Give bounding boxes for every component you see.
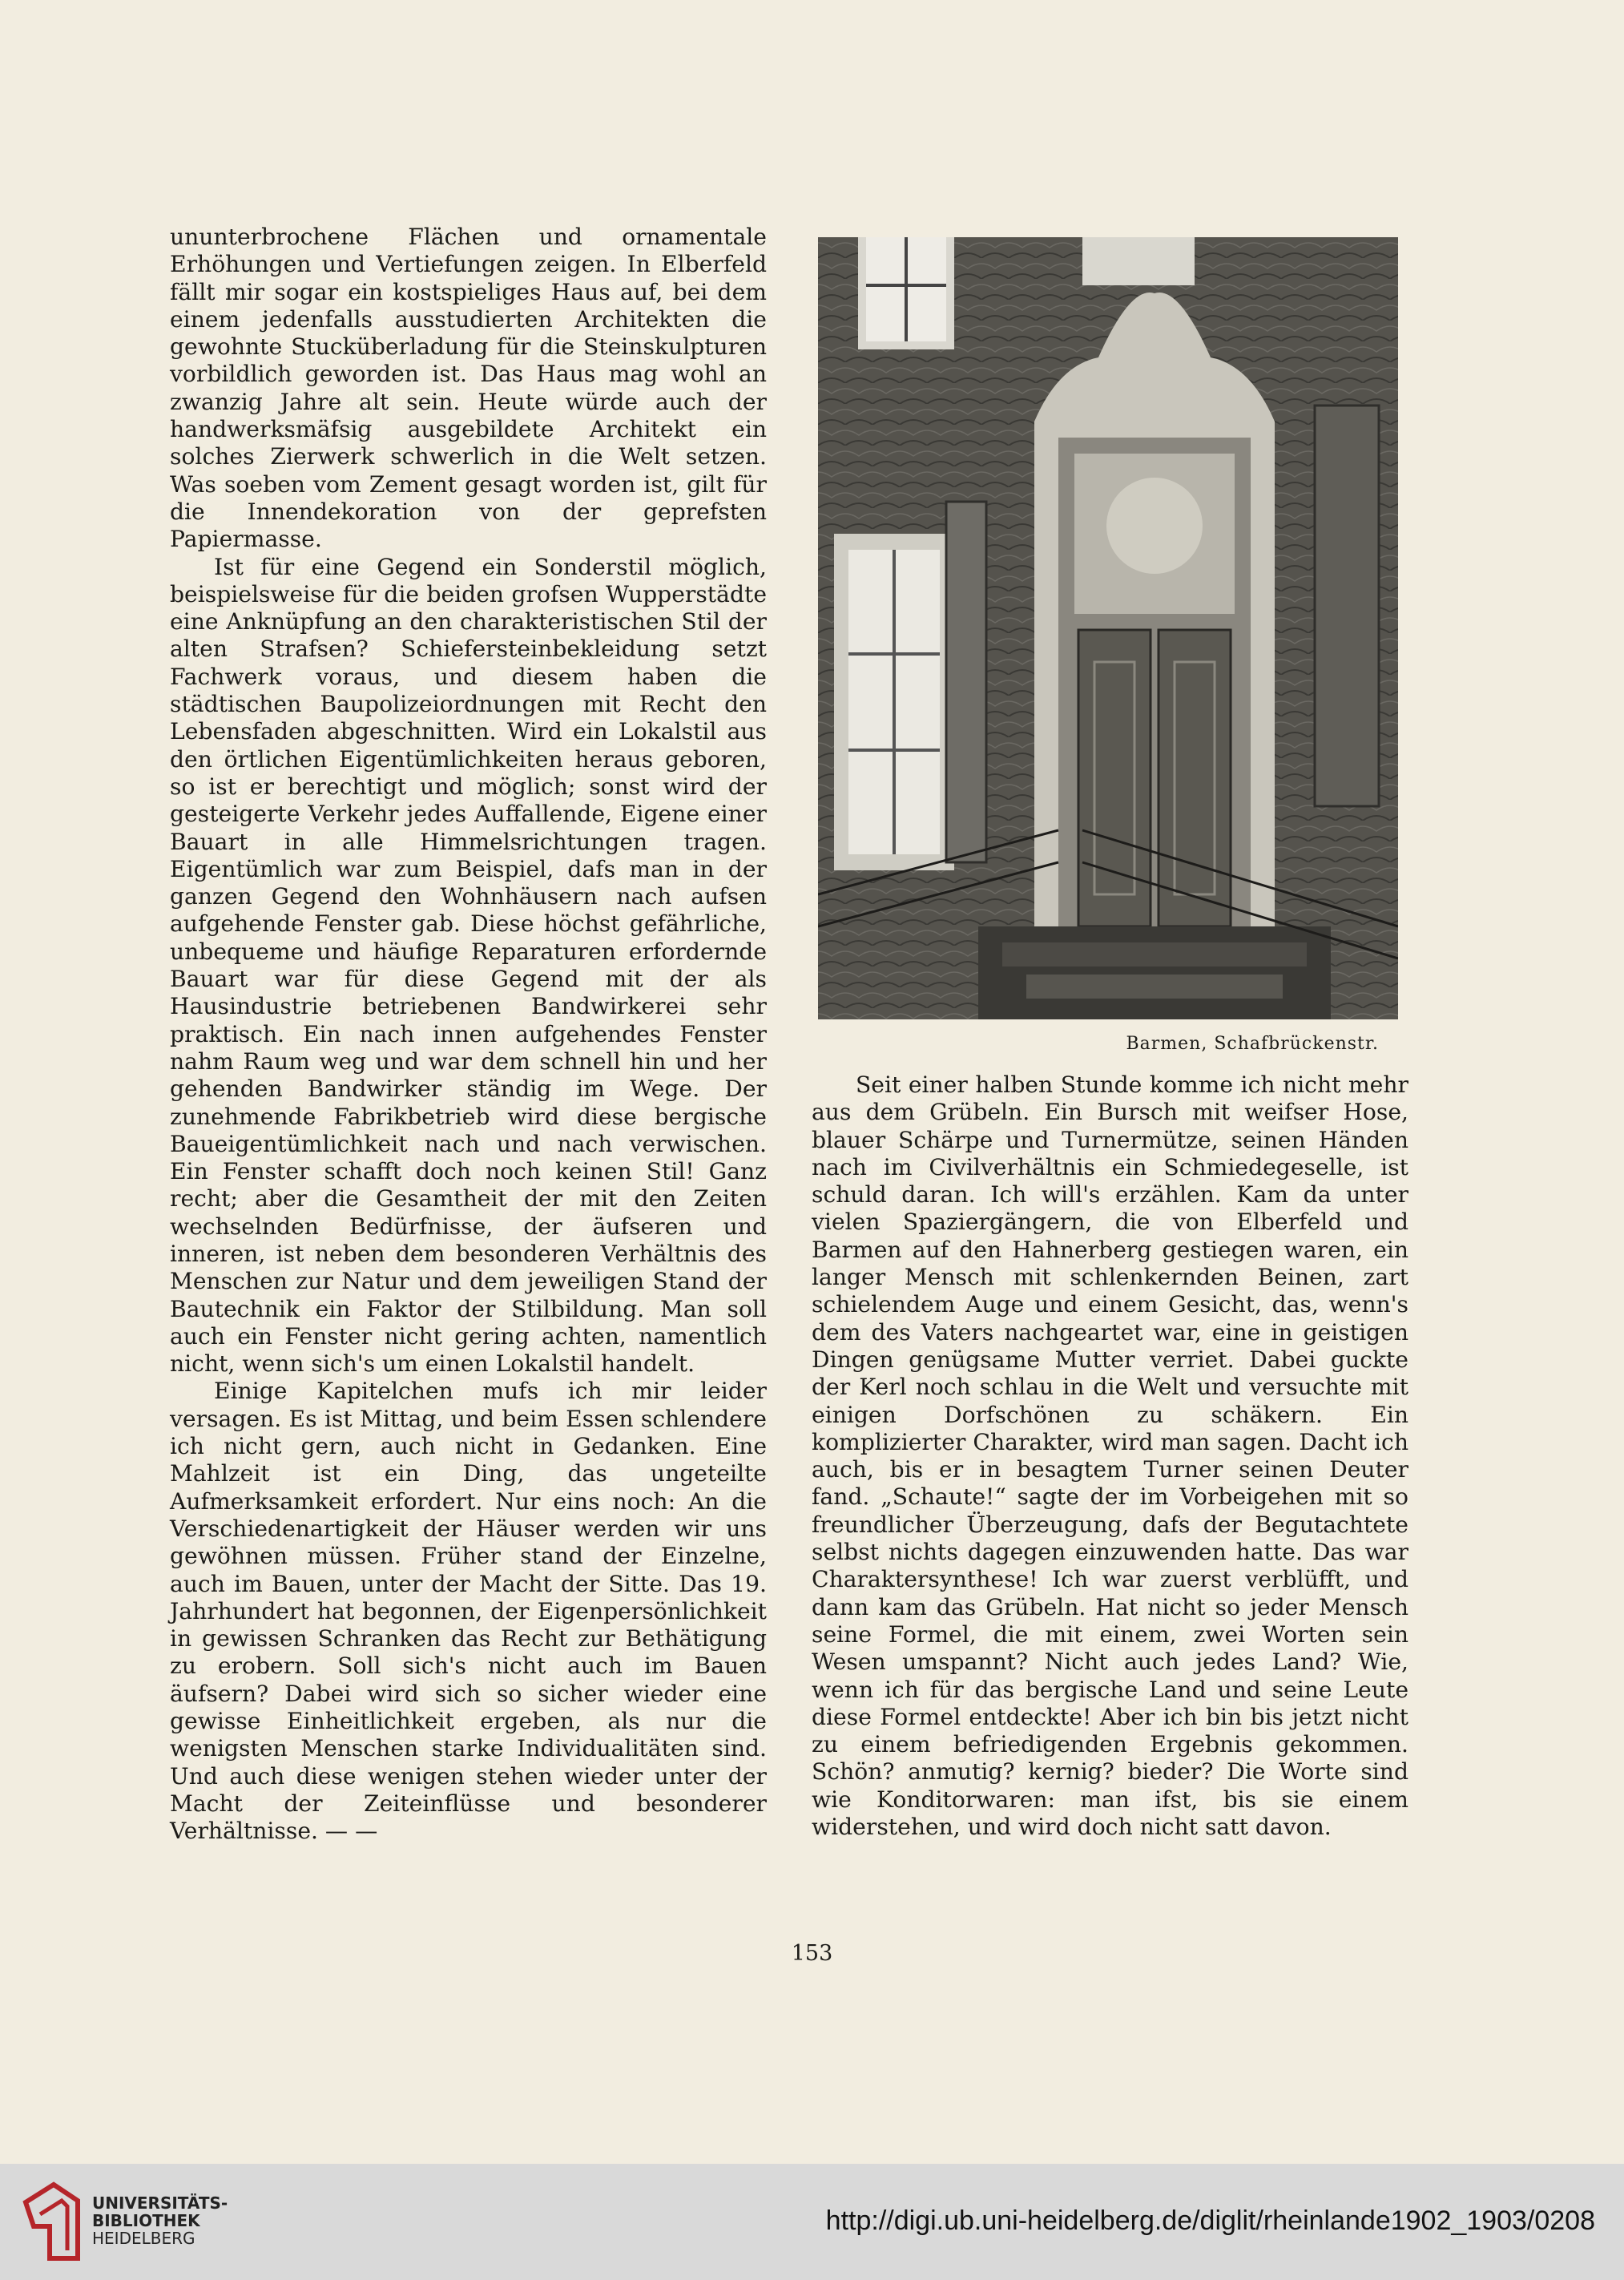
library-name	[92, 2194, 228, 2247]
library-line: HEIDELBERG	[92, 2229, 195, 2248]
page-number: 153	[791, 1941, 833, 1966]
university-library-logo-icon	[18, 2178, 86, 2265]
paragraph: Ist für eine Gegend ein Sonderstil möglich, beispielsweise für die beiden grofsen Wupperstädte eine Anknüpfung an den charakteristischen Stil der alten Strafsen? Schiefersteinbekleidung setzt Fachwerk voraus, und diesem haben die städtischen Baupolizeiordnungen mit Recht den Lebensfaden abgeschnitten. Wird ein Lokalstil aus den örtlichen Eigentümlichkeiten heraus geboren, so ist er berechtigt und möglich; sonst wird der gesteigerte Verkehr jedes Auffallende, Eigene einer Bauart in alle Himmelsrichtungen tragen. Eigentümlich war zum Beispiel, dafs man in der ganzen Gegend den Wohnhäusern nach aufsen aufgehende Fenster gab. Diese höchst gefährliche, unbequeme und häufige Reparaturen erfordernde Bauart war für diese Gegend mit der als Hausindustrie betriebenen Bandwirkerei sehr praktisch. Ein nach innen aufgehendes Fenster nahm Raum weg und war dem schnell hin und her gehenden Bandwirker ständig im Wege. Der zunehmende Fabrikbetrieb wird diese bergische Baueigentümlichkeit nach und nach verwischen. Ein Fenster schafft doch noch keinen Stil! Ganz recht; aber die Gesamtheit der mit den Zeiten wechselnden Bedürfnisse, der äufseren und inneren, ist neben dem besonderen Verhältnis des Menschen zur Natur und dem jeweiligen Stand der Bautechnik ein Faktor der Stilbildung. Man soll auch ein Fenster nicht gering achten, namentlich nicht, wenn sich's um einen Lokalstil handelt.	[170, 553, 767, 1378]
paragraph: Seit einer halben Stunde komme ich nicht mehr aus dem Grübeln. Ein Bursch mit weifser Hose, blauer Schärpe und Turnermütze, seinen Händen nach im Civilverhältnis ein Schmiedegeselle, ist schuld daran. Ich will's erzählen. Kam da unter vielen Spaziergängern, die von Elberfeld und Barmen auf den Hahnerberg gestiegen waren, ein langer Mensch mit schlenkernden Beinen, zart schielendem Auge und einem Gesicht, das, wenn's dem des Vaters nachgeartet war, eine in geistigen Dingen genügsame Mutter verriet. Dabei guckte der Kerl noch schlau in die Welt und versuchte mit einigen Dorfschönen zu schäkern. Ein komplizierter Charakter, wird man sagen. Dacht ich auch, bis er in besagtem Turner seinen Deuter fand. „Schaute!“ sagte der im Vorbeigehen mit so freundlicher Überzeugung, dafs der Begutachtete selbst nichts dagegen einzuwenden hatte. Das war Charaktersynthese! Ich war zuerst verblüfft, und dann kam das Grübeln. Hat nicht so jeder Mensch seine Formel, die mit einem, zwei Worten sein Wesen umspannt? Nicht auch jedes Land? Wie, wenn ich für das bergische Land und seine Leute diese Formel entdeckte! Aber ich bin bis jetzt nicht zu einem befriedigenden Ergebnis gekommen. Schön? anmutig? kernig? bieder? Die Worte sind wie Konditorwaren: man ifst, bis sie einem widerstehen, und wird doch nicht satt davon.	[812, 1071, 1408, 1841]
doorway-photograph	[818, 237, 1398, 1019]
library-line: UNIVERSITÄTS-	[92, 2193, 228, 2213]
viewer-footer	[0, 2164, 1624, 2280]
left-text-column	[170, 224, 767, 1846]
paragraph: ununterbrochene Flächen und ornamentale Erhöhungen und Vertiefungen zeigen. In Elberfeld fällt mir sogar ein kostspieliges Haus auf, bei dem einem jedenfalls ausstudierten Architekten die gewohnte Stucküberladung für die Steinskulpturen vorbildlich geworden ist. Das Haus mag wohl an zwanzig Jahre alt sein. Heute würde auch der handwerksmäfsig ausgebildete Architekt ein solches Zierwerk schwerlich in die Welt setzen. Was soeben vom Zement gesagt worden ist, gilt für die Innendekoration von der geprefsten Papiermasse.	[170, 224, 767, 553]
right-text-column	[812, 1071, 1408, 1841]
library-line: BIBLIOTHEK	[92, 2211, 200, 2230]
paragraph: Einige Kapitelchen mufs ich mir leider versagen. Es ist Mittag, und beim Essen schlendere ich nicht gern, auch nicht in Gedanken. Eine Mahlzeit ist ein Ding, das ungeteilte Aufmerksamkeit erfordert. Nur eins noch: An die Verschiedenartigkeit der Häuser werden wir uns gewöhnen müssen. Früher stand der Einzelne, auch im Bauen, unter der Macht der Sitte. Das 19. Jahrhundert hat begonnen, der Eigenpersönlichkeit in gewissen Schranken das Recht zur Bethätigung zu erobern. Soll sich's nicht auch im Bauen äufsern? Dabei wird sich so sicher wieder eine gewisse Einheitlichkeit ergeben, als nur die wenigsten Menschen starke Individualitäten sind. Und auch diese wenigen stehen wieder unter der Macht der Zeiteinflüsse und besonderer Verhältnisse. — —	[170, 1378, 767, 1845]
doorway-illustration	[818, 237, 1398, 1019]
source-url[interactable]: http://digi.ub.uni-heidelberg.de/diglit/rheinlande1902_1903/0208	[825, 2205, 1595, 2236]
figure-caption: Barmen, Schafbrückenstr.	[1126, 1034, 1379, 1054]
